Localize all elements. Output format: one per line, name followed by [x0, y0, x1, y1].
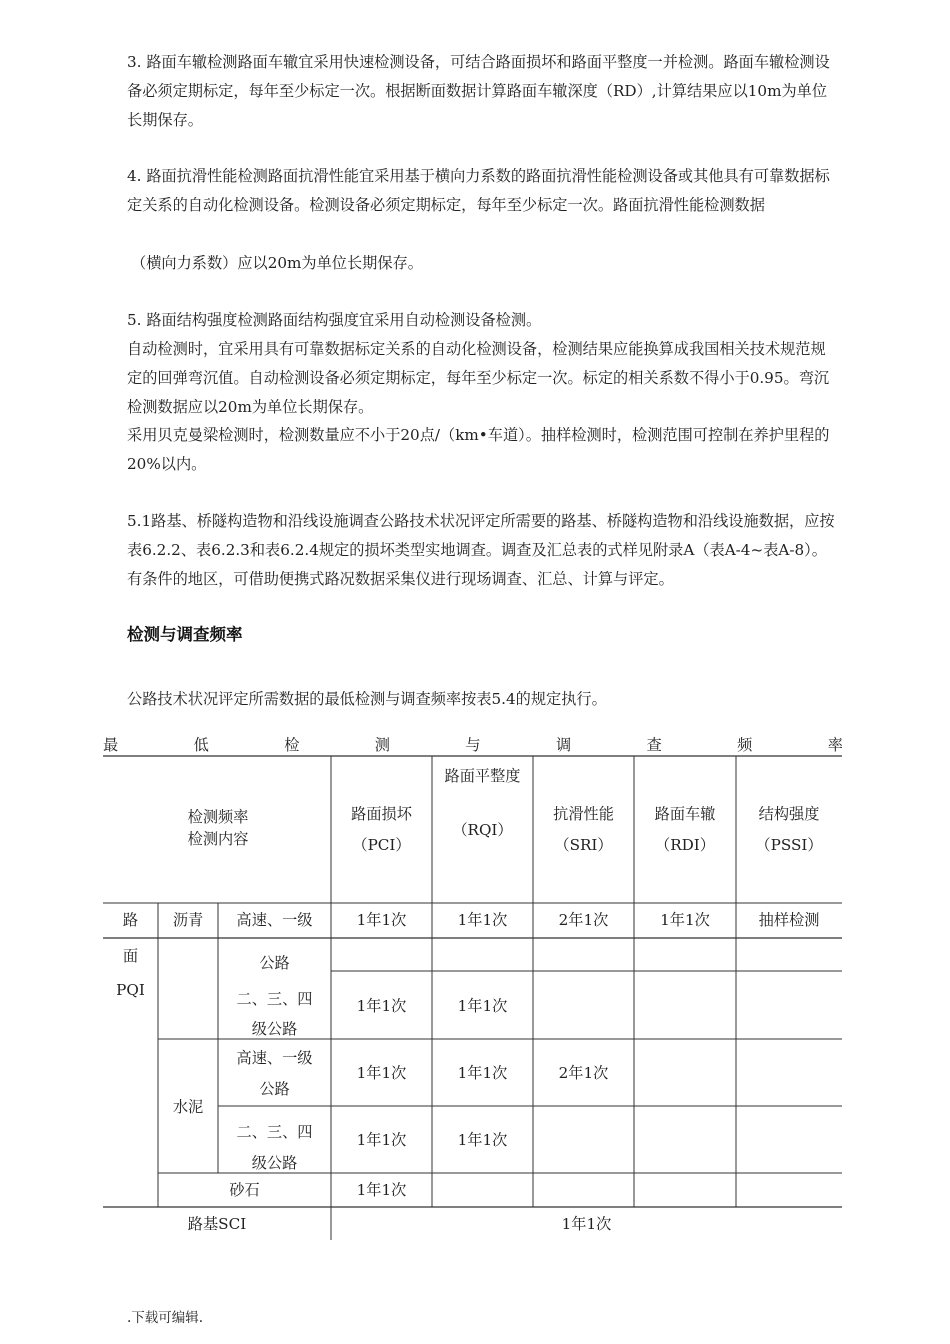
paragraph-structure-auto: 自动检测时，宜采用具有可靠数据标定关系的自动化检测设备，检测结果应能换算成我国相关技术规范规定的回弹弯沉值。自动检测设备必须定期标定，每年至少标定一次。标定的相关系数不得小于0.95。弯沉检测数据应以20m为单位长期保存。	[127, 340, 830, 416]
corner-header-content: 检测内容	[187, 830, 249, 848]
cement-label: 水泥	[172, 1098, 204, 1116]
table-cell: 1年1次	[457, 997, 508, 1015]
gravel-label: 砂石	[229, 1181, 260, 1199]
paragraph-skid-resistance-cont: （横向力系数）应以20m为单位长期保存。	[131, 254, 423, 272]
caption-char: 查	[646, 736, 662, 754]
table-cell: 1年1次	[356, 1181, 407, 1199]
col-name: 路面平整度	[444, 767, 521, 785]
grade-highway-asphalt-cont: 公路	[259, 954, 290, 972]
table-cell: 1年1次	[356, 1131, 407, 1149]
grade-highway-cement: 高速、一级	[236, 1049, 313, 1067]
grade-lower-asphalt-cont: 级公路	[251, 1020, 298, 1038]
caption-char: 测	[374, 736, 390, 754]
paragraph-rutting: 3. 路面车辙检测路面车辙宜采用快速检测设备，可结合路面损坏和路面平整度一并检测。路面车辙检测设备必须定期标定，每年至少标定一次。根据断面数据计算路面车辙深度（RD）,计算结果应以10m为单位长期保存。	[127, 53, 830, 129]
corner-header	[158, 806, 278, 850]
col-name: 路面车辙	[654, 805, 716, 823]
paragraph-structure-beam: 采用贝克曼梁检测时，检测数量应不小于20点/（km•车道）。抽样检测时，检测范围可控制在养护里程的20%以内。	[127, 426, 830, 473]
table-cell: 1年1次	[356, 997, 407, 1015]
col-header-rdi	[634, 799, 736, 861]
col-header-rqi	[432, 761, 533, 846]
table-cell: 抽样检测	[758, 911, 820, 929]
subgrade-value: 1年1次	[561, 1215, 612, 1233]
grade-lower-asphalt: 二、三、四	[236, 990, 313, 1008]
col-code: （PSSI）	[755, 836, 823, 854]
table-cell: 1年1次	[356, 1064, 407, 1082]
caption-char: 低	[193, 736, 209, 754]
col-header-sri	[533, 799, 634, 861]
col-name: 结构强度	[758, 805, 820, 823]
col-name: 抗滑性能	[553, 805, 614, 823]
paragraph-skid-resistance: 4. 路面抗滑性能检测路面抗滑性能宜采用基于横向力系数的路面抗滑性能检测设备或其他具有可靠数据标定关系的自动化检测设备。检测设备必须定期标定，每年至少标定一次。路面抗滑性能检测数据	[127, 167, 830, 214]
col-name: 路面损坏	[351, 805, 412, 823]
table-cell: 1年1次	[457, 1064, 508, 1082]
grade-highway-cement-cont: 公路	[259, 1080, 290, 1098]
table-cell: 1年1次	[457, 1131, 508, 1149]
table-cell: 1年1次	[660, 911, 710, 929]
caption-char: 频	[737, 736, 753, 754]
col-code: （SRI）	[554, 836, 613, 854]
table-cell: 2年1次	[558, 1064, 609, 1082]
grade-lower-cement-cont: 级公路	[251, 1154, 298, 1172]
caption-char: 最	[103, 736, 119, 754]
caption-char: 率	[827, 736, 843, 754]
pavement-label-mid: 面	[122, 947, 139, 965]
grade-lower-cement: 二、三、四	[236, 1123, 313, 1141]
paragraph-subgrade-survey: 5.1路基、桥隧构造物和沿线设施调查公路技术状况评定所需要的路基、桥隧构造物和沿线设施数据，应按表6.2.2、表6.2.3和表6.2.4规定的损坏类型实地调查。调查及汇总表的式样见附录A（表A-4~表A-8）。有条件的地区，可借助便携式路况数据采集仪进行现场调查、汇总、计算与评定。	[127, 512, 835, 588]
grade-highway-asphalt: 高速、一级	[236, 911, 313, 929]
col-code: （RDI）	[655, 836, 715, 854]
col-code: （RQI）	[452, 821, 513, 839]
paragraph-structure-title: 5. 路面结构强度检测路面结构强度宜采用自动检测设备检测。	[127, 311, 542, 329]
caption-char: 检	[284, 736, 300, 754]
section-heading: 检测与调查频率	[127, 625, 243, 644]
caption-char: 调	[555, 736, 572, 754]
pavement-label-top: 路	[122, 911, 139, 929]
table-cell: 2年1次	[558, 911, 609, 929]
pavement-label-pqi: PQI	[116, 981, 145, 999]
col-header-pssi	[736, 799, 842, 861]
table-cell: 1年1次	[457, 911, 508, 929]
corner-header-frequency: 检测频率	[187, 808, 249, 826]
subgrade-label: 路基SCI	[187, 1215, 247, 1233]
footer-note: .下载可编辑.	[127, 1310, 204, 1326]
caption-char: 与	[465, 736, 481, 754]
col-header-pci	[331, 799, 432, 861]
col-code: （PCI）	[352, 836, 411, 854]
asphalt-label: 沥青	[172, 911, 204, 929]
paragraph-intro: 公路技术状况评定所需数据的最低检测与调查频率按表5.4的规定执行。	[127, 690, 607, 708]
table-cell: 1年1次	[356, 911, 407, 929]
